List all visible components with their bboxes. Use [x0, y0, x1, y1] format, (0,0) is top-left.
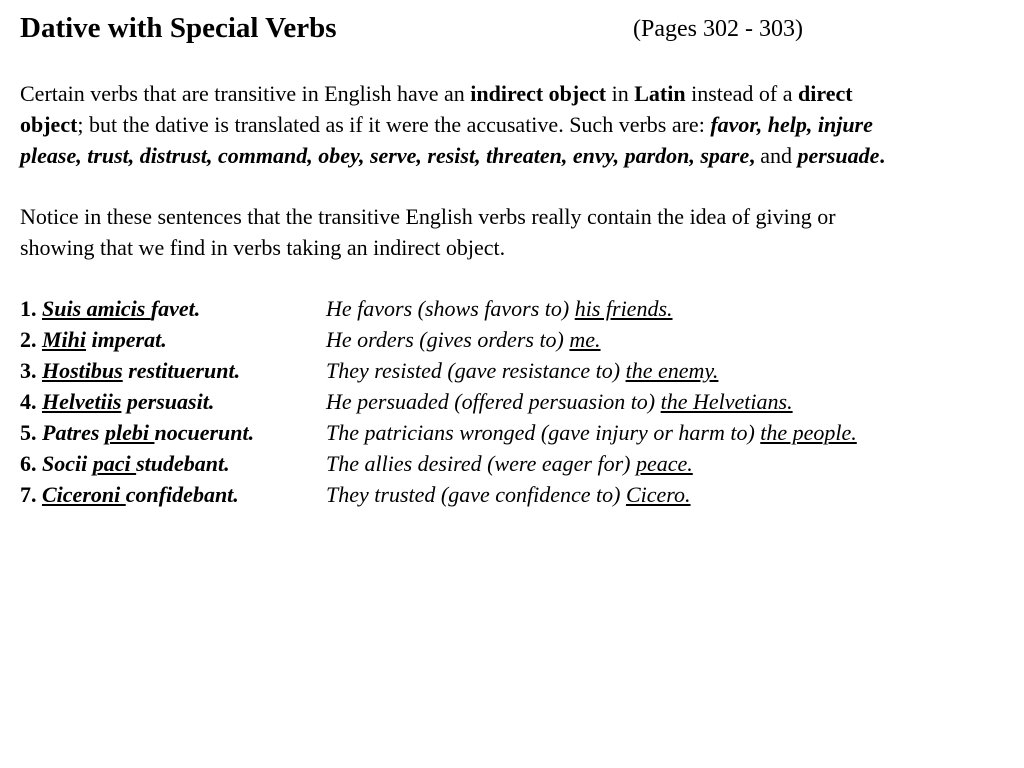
dative-word: Suis amicis — [42, 296, 151, 321]
intro-text: in — [606, 81, 635, 106]
latin-sentence — [20, 355, 240, 386]
english-translation — [326, 386, 793, 417]
intro-line-3 — [20, 140, 1020, 171]
latin-sentence — [20, 293, 200, 324]
latin-sentence — [20, 448, 230, 479]
intro-text: ; but the dative is translated as if it were the accusative. Such verbs are: — [77, 112, 711, 137]
example-number: 7. — [20, 482, 37, 507]
example-row — [20, 448, 1010, 479]
example-row — [20, 417, 1010, 448]
latin-text: restituerunt. — [122, 358, 241, 383]
intro-line-2 — [20, 109, 1020, 140]
dative-word: Hostibus — [42, 358, 123, 383]
english-translation — [326, 448, 693, 479]
english-translation — [326, 324, 601, 355]
intro-term-indirect-object: indirect object — [470, 81, 607, 106]
latin-text: studebant. — [136, 451, 230, 476]
latin-text: Socii — [42, 451, 93, 476]
english-text: He orders (gives orders to) — [326, 327, 570, 352]
intro-text: Certain verbs that are transitive in English have an — [20, 81, 471, 106]
intro-verb-list: favor, help, injure — [710, 112, 873, 137]
intro-period: . — [879, 143, 885, 168]
example-row — [20, 386, 1010, 417]
latin-text: imperat. — [86, 327, 167, 352]
dative-word: Ciceroni — [42, 482, 126, 507]
english-text: The patricians wronged (gave injury or harm to) — [326, 420, 761, 445]
latin-text: favet. — [150, 296, 201, 321]
example-number: 3. — [20, 358, 37, 383]
intro-text: instead of a — [685, 81, 798, 106]
latin-sentence — [20, 417, 254, 448]
intro-verb-list: please, trust, distrust, command, obey, serve, resist, threaten, envy, pardon, spare — [20, 143, 750, 168]
dative-word: Helvetiis — [42, 389, 122, 414]
intro-term-object: object — [20, 112, 78, 137]
translated-object: his friends. — [574, 296, 673, 321]
translated-object: the Helvetians. — [660, 389, 793, 414]
notice-line-2: showing that we find in verbs taking an indirect object. — [20, 235, 506, 260]
translated-object: the enemy. — [625, 358, 719, 383]
dative-word: plebi — [104, 420, 155, 445]
notice-line-1: Notice in these sentences that the transitive English verbs really contain the idea of giving or — [20, 204, 836, 229]
english-translation — [326, 293, 673, 324]
latin-text: persuasit. — [121, 389, 215, 414]
example-number: 1. — [20, 296, 37, 321]
translated-object: me. — [569, 327, 601, 352]
example-number: 6. — [20, 451, 37, 476]
example-number: 5. — [20, 420, 37, 445]
english-text: The allies desired (were eager for) — [326, 451, 636, 476]
notice-paragraph — [20, 201, 1010, 263]
translated-object: peace. — [635, 451, 693, 476]
english-text: They resisted (gave resistance to) — [326, 358, 626, 383]
intro-line-1 — [20, 78, 1020, 109]
english-translation — [326, 355, 718, 386]
intro-comma: , — [749, 143, 755, 168]
example-row — [20, 479, 1010, 510]
latin-text: Patres — [42, 420, 105, 445]
intro-verb-persuade: persuade — [797, 143, 880, 168]
intro-text: and — [754, 143, 798, 168]
intro-term-direct: direct — [797, 81, 853, 106]
example-row — [20, 355, 1010, 386]
examples-list — [20, 293, 1010, 510]
english-text: They trusted (gave confidence to) — [326, 482, 626, 507]
english-translation — [326, 479, 691, 510]
latin-text: confidebant. — [125, 482, 239, 507]
intro-paragraph — [20, 78, 1020, 171]
example-row — [20, 293, 1010, 324]
example-number: 2. — [20, 327, 37, 352]
dative-word: paci — [92, 451, 137, 476]
english-text: He favors (shows favors to) — [326, 296, 575, 321]
example-row — [20, 324, 1010, 355]
intro-term-latin: Latin — [634, 81, 686, 106]
latin-sentence — [20, 479, 239, 510]
slide-title: Dative with Special Verbs — [20, 12, 337, 44]
latin-text: nocuerunt. — [154, 420, 255, 445]
translated-object: the people. — [760, 420, 857, 445]
english-text: He persuaded (offered persuasion to) — [326, 389, 661, 414]
page-reference: (Pages 302 - 303) — [633, 16, 803, 42]
dative-word: Mihi — [42, 327, 87, 352]
translated-object: Cicero. — [625, 482, 691, 507]
english-translation — [326, 417, 857, 448]
latin-sentence — [20, 386, 214, 417]
latin-sentence — [20, 324, 167, 355]
example-number: 4. — [20, 389, 37, 414]
